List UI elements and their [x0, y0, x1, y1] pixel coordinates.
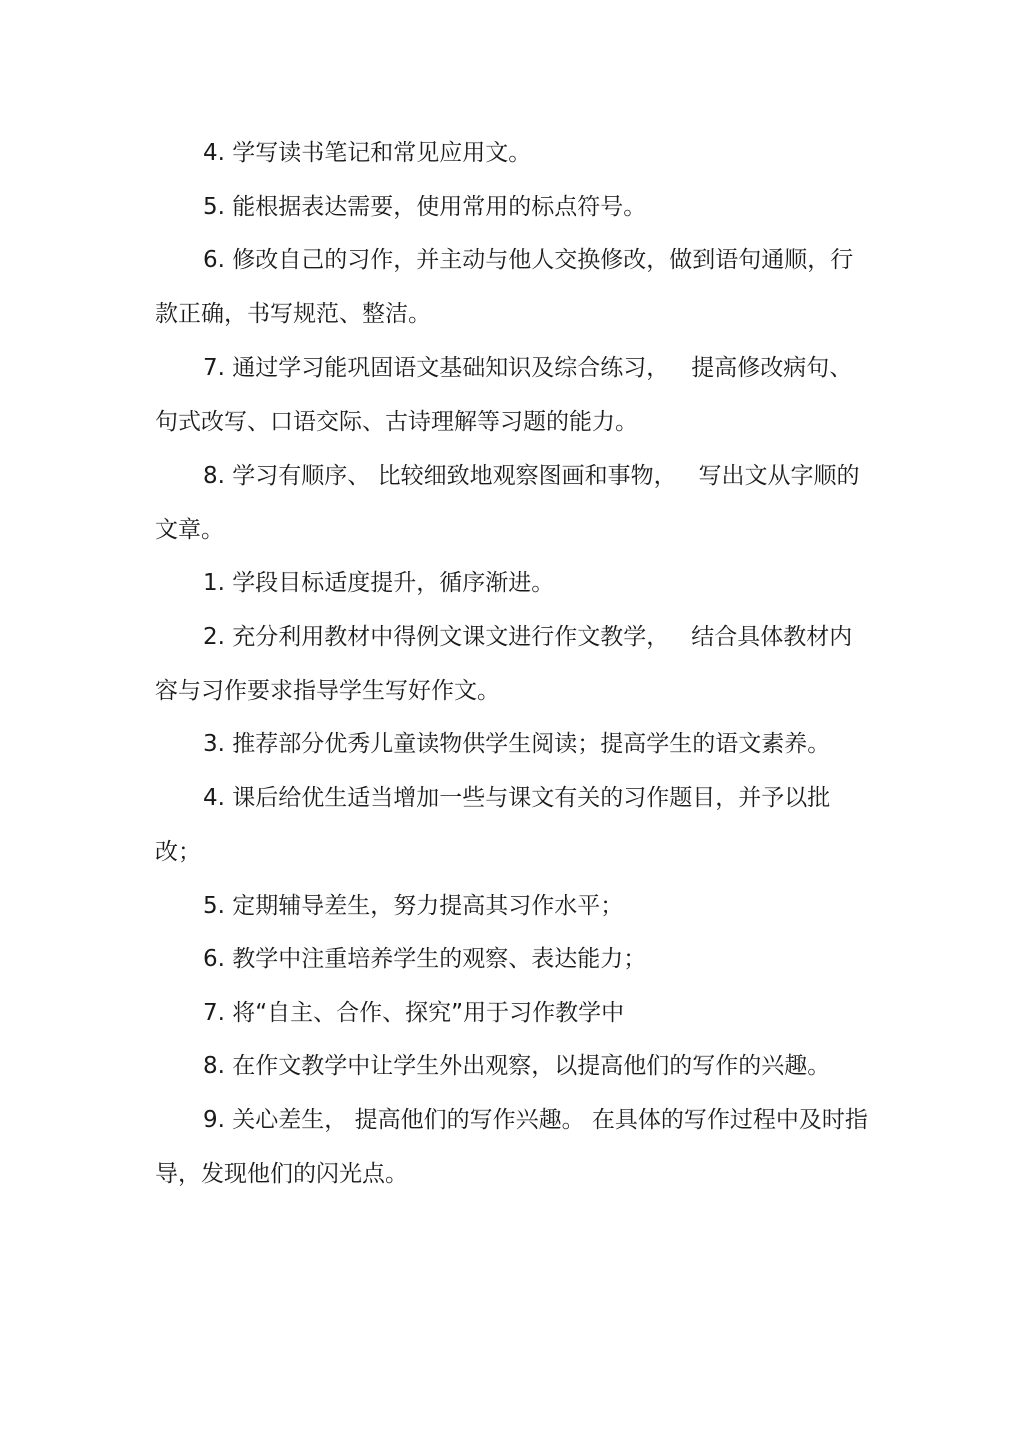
- paragraph-measure-5: 5. 定期辅导差生，努力提高其习作水平；: [203, 893, 624, 919]
- paragraph-measure-2: 2. 充分利用教材中得例文课文进行作文教学， 结合具体教材内容与习作要求指导学生写好作文。: [155, 624, 853, 704]
- paragraph-measure-4: 4. 课后给优生适当增加一些与课文有关的习作题目，并予以批改；: [155, 785, 831, 865]
- paragraph-item-5: 5. 能根据表达需要，使用常用的标点符号。: [203, 194, 647, 220]
- paragraph-measure-8: 8. 在作文教学中让学生外出观察，以提高他们的写作的兴趣。: [203, 1053, 831, 1079]
- paragraph-item-7: 7. 通过学习能巩固语文基础知识及综合练习， 提高修改病句、 句式改写、口语交际、古诗理解等习题的能力。: [155, 355, 860, 435]
- paragraph-item-6: 6. 修改自己的习作，并主动与他人交换修改，做到语句通顺，行款正确，书写规范、整洁。: [155, 247, 854, 327]
- paragraph-item-4: 4. 学写读书笔记和常见应用文。: [203, 140, 532, 166]
- paragraph-measure-7: 7. 将“自主、合作、探究”用于习作教学中: [203, 1000, 625, 1026]
- paragraph-item-8: 8. 学习有顺序、 比较细致地观察图画和事物， 写出文从字顺的文章。: [155, 463, 860, 543]
- paragraph-measure-3: 3. 推荐部分优秀儿童读物供学生阅读；提高学生的语文素养。: [203, 731, 831, 757]
- paragraph-measure-1: 1. 学段目标适度提升，循序渐进。: [203, 570, 555, 596]
- paragraph-measure-6: 6. 教学中注重培养学生的观察、表达能力；: [203, 946, 647, 972]
- paragraph-measure-9: 9. 关心差生， 提高他们的写作兴趣。 在具体的写作过程中及时指导，发现他们的闪光点。: [155, 1107, 868, 1187]
